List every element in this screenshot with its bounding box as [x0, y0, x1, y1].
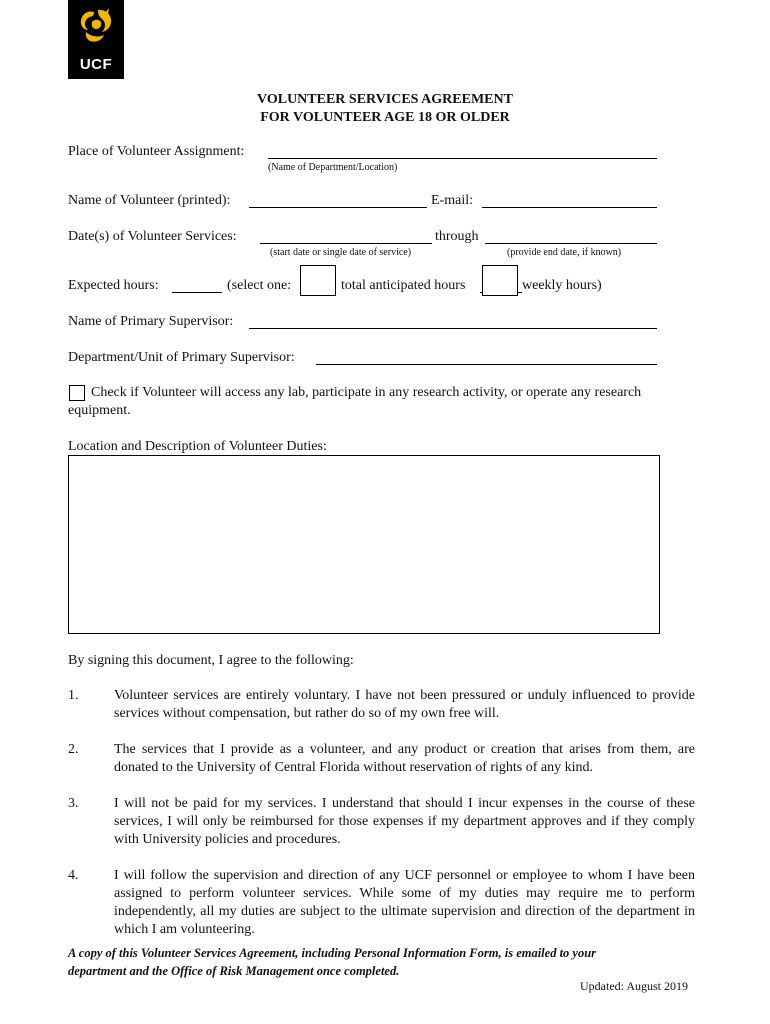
select-one-label: (select one: — [227, 278, 292, 293]
item-number: 2. — [68, 742, 79, 757]
title-line-1: VOLUNTEER SERVICES AGREEMENT — [257, 92, 513, 107]
logo-text: UCF — [79, 56, 113, 73]
item-number: 1. — [68, 688, 79, 703]
volunteer-name-field[interactable] — [249, 207, 427, 208]
agreement-item-1: Volunteer services are entirely voluntary. I have not been pressured or unduly influenced to provide services without compensation, but rather do so of my own free will. — [114, 688, 695, 721]
footer-note-line-2: department and the Office of Risk Management once completed. — [68, 964, 400, 978]
updated-date: Updated: August 2019 — [580, 979, 688, 993]
research-lab-checkbox[interactable] — [69, 385, 85, 401]
dates-label: Date(s) of Volunteer Services: — [68, 229, 237, 244]
total-hours-label: total anticipated hours — [341, 278, 466, 293]
footer-note-line-1: A copy of this Volunteer Services Agreement, including Personal Information Form, is emailed to your — [68, 946, 597, 960]
place-field[interactable] — [268, 158, 657, 159]
agreement-item-3: I will not be paid for my services. I understand that should I incur expenses in the course of these services, I will only be reimbursed for those expenses if my department approves and if they comply with University policies and procedures. — [114, 796, 695, 847]
weekly-hours-label: weekly hours) — [522, 278, 602, 293]
agreement-item-2: The services that I provide as a volunteer, and any product or creation that arises from them, are donated to the University of Central Florida without reservation of rights of any kind. — [114, 742, 695, 775]
item-number: 3. — [68, 796, 79, 811]
supervisor-field[interactable] — [249, 328, 657, 329]
start-date-hint: (start date or single date of service) — [270, 247, 412, 258]
place-hint: (Name of Department/Location) — [268, 162, 398, 173]
ucf-logo — [68, 0, 124, 79]
item-number: 4. — [68, 868, 79, 883]
total-hours-select-box[interactable] — [300, 265, 336, 296]
research-lab-text-line-1: Check if Volunteer will access any lab, participate in any research activity, or operate any research — [91, 385, 642, 400]
email-field[interactable] — [482, 207, 657, 208]
hours-label: Expected hours: — [68, 278, 159, 293]
agreement-intro: By signing this document, I agree to the following: — [68, 653, 354, 668]
title-line-2: FOR VOLUNTEER AGE 18 OR OLDER — [260, 110, 510, 125]
end-date-field[interactable] — [485, 243, 657, 244]
duties-label: Location and Description of Volunteer Duties: — [68, 439, 327, 454]
duties-textarea[interactable] — [68, 455, 660, 634]
email-label: E-mail: — [431, 193, 473, 208]
agreement-item-4: I will follow the supervision and direction of any UCF personnel or employee to whom I have been assigned to perform volunteer services. While some of my duties may require me to perform independently, all my duties are subject to the ultimate supervision and direction of the department in which I am volunteering. — [114, 868, 695, 937]
supervisor-label: Name of Primary Supervisor: — [68, 314, 234, 329]
through-label: through — [435, 229, 479, 244]
research-lab-text-line-2: equipment. — [68, 403, 131, 418]
start-date-field[interactable] — [260, 243, 432, 244]
end-date-hint: (provide end date, if known) — [507, 247, 622, 258]
supervisor-dept-field[interactable] — [316, 364, 657, 365]
place-label: Place of Volunteer Assignment: — [68, 144, 245, 159]
pegasus-icon — [68, 0, 124, 56]
supervisor-dept-label: Department/Unit of Primary Supervisor: — [68, 350, 295, 365]
weekly-hours-select-box[interactable] — [482, 265, 518, 296]
volunteer-name-label: Name of Volunteer (printed): — [68, 193, 231, 208]
hours-field[interactable] — [172, 292, 222, 293]
